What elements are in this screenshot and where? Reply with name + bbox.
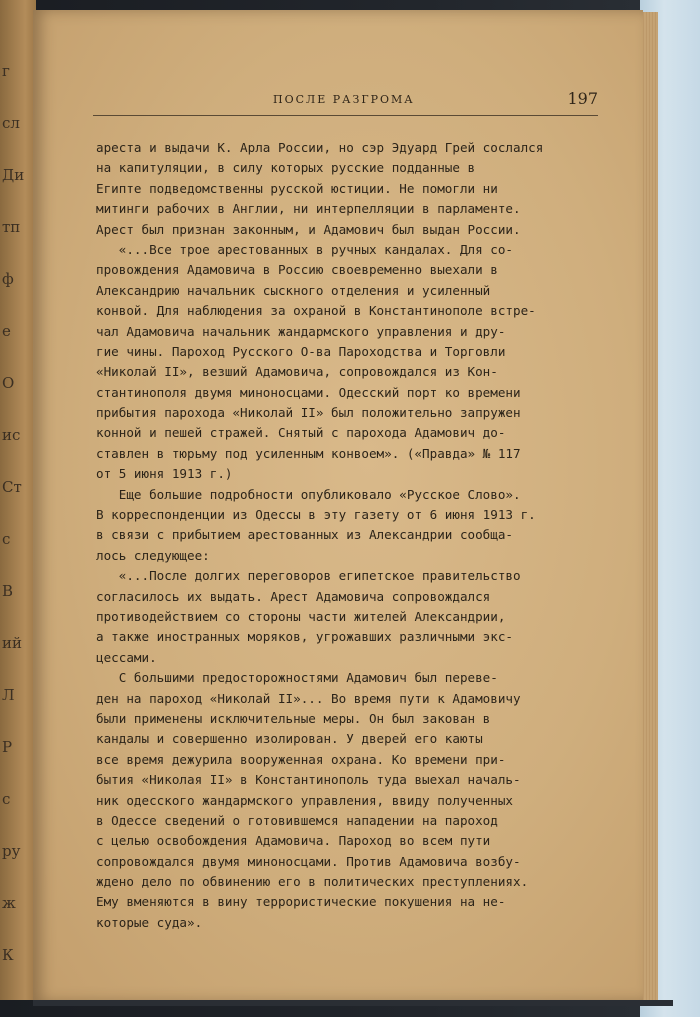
page-number: 197: [567, 89, 598, 108]
text-line: провождения Адамовича в Россию своевременно выехали в: [96, 262, 498, 278]
text-line: ареста и выдачи К. Арла России, но сэр Эдуард Грей сослался: [96, 140, 544, 155]
text-line: были применены исключительные меры. Он был закован в: [96, 710, 491, 726]
left-page-fragment: В: [2, 582, 14, 600]
text-line: Ему вменяются в вину террористические покушения на не-: [96, 894, 506, 910]
left-page-fragment: ф: [2, 270, 14, 288]
left-page-fragment: Р: [2, 738, 13, 756]
text-line: а также иностранных моряков, угрожавших различными экс-: [96, 629, 514, 645]
text-line: сопровождался двумя миноносцами. Против Адамовича возбу-: [96, 853, 521, 869]
text-line: конвой. Для наблюдения за охраной в Константинополе встре-: [96, 303, 536, 319]
body-text: [96, 138, 566, 933]
left-page-fragment: Ди: [2, 166, 25, 184]
text-line: в связи с прибытием арестованных из Александрии сообща-: [96, 527, 514, 543]
text-line: цессами.: [96, 649, 157, 665]
text-line: ставлен в тюрьму под усиленным конвоем». («Правда» № 117: [96, 445, 521, 461]
text-line: согласилось их выдать. Арест Адамовича сопровождался: [96, 588, 491, 604]
text-line: В корреспонденции из Одессы в эту газету от 6 июня 1913 г.: [96, 507, 536, 523]
left-page-fragment: Л: [2, 686, 15, 704]
text-line: кандалы и совершенно изолирован. У дверей его каюты: [96, 731, 483, 747]
text-line: прибытия парохода «Николай II» был положительно запружен: [96, 405, 521, 421]
text-line: ден на пароход «Николай II»... Во время пути к Адамовичу: [96, 690, 521, 706]
text-line: противодействием со стороны части жителей Александрии,: [96, 608, 506, 624]
left-page-edge: [0, 0, 36, 1000]
text-line: С большими предосторожностями Адамович был переве-: [96, 670, 498, 686]
text-line: митинги рабочих в Англии, ни интерпелляции в парламенте.: [96, 201, 521, 217]
left-page-fragment: К: [2, 946, 14, 964]
text-line: которые суда».: [96, 914, 203, 930]
text-line: «Николай II», везший Адамовича, сопровождался из Кон-: [96, 364, 498, 380]
text-line: ждено дело по обвинению его в политических преступлениях.: [96, 874, 529, 890]
left-page-fragment: Ст: [2, 478, 22, 496]
text-line: Александрию начальник сыскного отделения и усиленный: [96, 282, 491, 298]
text-line: конной и пешей стражей. Снятый с парохода Адамович до-: [96, 425, 506, 441]
text-line: на капитуляции, в силу которых русские подданные в: [96, 160, 476, 176]
text-line: с целью освобождения Адамовича. Пароход во всем пути: [96, 833, 491, 849]
text-line: Египте подведомственны русской юстиции. Не помогли ни: [96, 180, 498, 196]
left-page-fragment: ж: [2, 894, 16, 912]
left-page-fragment: ис: [2, 426, 21, 444]
left-page-fragment: ий: [2, 634, 22, 652]
text-line: «...Все трое арестованных в ручных кандалах. Для со-: [96, 241, 514, 257]
text-line: ник одесского жандармского управления, ввиду полученных: [96, 792, 514, 808]
page-header: [93, 85, 598, 116]
left-page-fragment: тп: [2, 218, 21, 236]
text-line: Еще большие подробности опубликовало «Русское Слово».: [96, 486, 521, 502]
text-line: в Одессе сведений о готовившемся нападении на пароход: [96, 812, 498, 828]
text-line: все время дежурила вооруженная охрана. Ко времени при-: [96, 751, 506, 767]
book-page: [33, 10, 643, 1002]
left-page-fragment: г: [2, 62, 10, 80]
text-line: бытия «Николая II» в Константинополь туда выехал началь-: [96, 772, 521, 788]
bottom-shadow: [33, 1000, 673, 1006]
text-line: «...После долгих переговоров египетское правительство: [96, 568, 521, 584]
left-page-fragment: О: [2, 374, 15, 392]
left-page-fragment: ру: [2, 842, 21, 860]
text-line: Арест был признан законным, и Адамович был выдан России.: [96, 221, 521, 237]
text-line: гие чины. Пароход Русского О-ва Пароходства и Торговли: [96, 343, 506, 359]
running-title: ПОСЛЕ РАЗГРОМА: [273, 93, 415, 106]
text-line: лось следующее:: [96, 547, 210, 563]
text-line: чал Адамовича начальник жандармского управления и дру-: [96, 323, 506, 339]
text-line: от 5 июня 1913 г.): [96, 466, 233, 482]
left-page-fragment: сл: [2, 114, 20, 132]
text-line: стантинополя двумя миноносцами. Одесский порт ко времени: [96, 384, 521, 400]
left-page-fragment: с: [2, 790, 11, 808]
left-page-fragment: с: [2, 530, 11, 548]
left-page-fragment: е: [2, 322, 11, 340]
